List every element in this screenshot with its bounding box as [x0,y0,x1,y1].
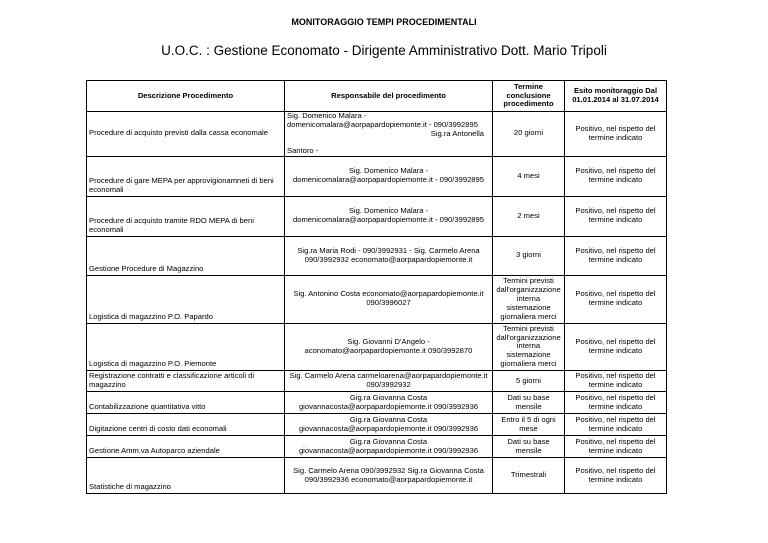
cell-responsabile: Gig.ra Giovanna Costa giovannacosta@aorpapardopiemonte.it 090/3992936 [285,414,493,436]
cell-responsabile: Sig.ra Maria Rodi - 090/3992931 - Sig. Carmelo Arena 090/3992932 economato@aorpapardopiemonte.it [285,236,493,275]
table-row [87,275,667,323]
table-row [87,196,667,236]
table-row [87,112,667,157]
cell-termine: Entro il 5 di ogni mese [493,414,565,436]
cell-responsabile: Sig. Domenico Malara - domenicomalara@aorpapardopiemonte.it - 090/3992895 [285,156,493,196]
table-row [87,156,667,196]
cell-esito: Positivo, nel rispetto del termine indicato [565,156,667,196]
cell-esito: Positivo, nel rispetto del termine indicato [565,414,667,436]
cell-descrizione: Digitazione centri di costo dati economali [87,414,285,436]
cell-esito: Positivo, nel rispetto del termine indicato [565,236,667,275]
cell-esito: Positivo, nel rispetto del termine indicato [565,196,667,236]
cell-responsabile: Sig. Antonino Costa economato@aorpapardopiemonte.it 090/3996027 [285,275,493,323]
cell-descrizione: Gestione Procedure di Magazzino [87,236,285,275]
cell-esito: Positivo, nel rispetto del termine indicato [565,458,667,494]
cell-esito: Positivo, nel rispetto del termine indicato [565,392,667,414]
resp-line: Sig. Domenico Malara - [287,111,367,120]
cell-descrizione: Contabilizzazione quantitativa vitto [87,392,285,414]
table-row [87,436,667,458]
table-header-row [87,81,667,112]
cell-esito: Positivo, nel rispetto del termine indicato [565,275,667,323]
cell-descrizione: Procedure di acquisto tramite RDO MEPA di beni economali [87,196,285,236]
cell-termine: 3 giorni [493,236,565,275]
cell-responsabile: Gig.ra Giovanna Costa giovannacosta@aorpapardopiemonte.it 090/3992936 [285,436,493,458]
cell-termine: 2 mesi [493,196,565,236]
cell-descrizione: Procedure di acquisto previsti dalla cassa economale [87,112,285,157]
resp-line: Sig.ra Antonella [430,128,484,138]
cell-responsabile: Gig.ra Giovanna Costa giovannacosta@aorpapardopiemonte.it 090/3992936 [285,392,493,414]
cell-responsabile: Sig. Domenico Malara - domenicomalara@aorpapardopiemonte.it - 090/3992895 [285,196,493,236]
table-row [87,392,667,414]
cell-termine: 4 mesi [493,156,565,196]
cell-termine: Termini previsti dall'organizzazione interna sistemazione giornaliera merci [493,323,565,371]
table-row [87,414,667,436]
cell-descrizione: Procedure di gare MEPA per approvigionamneti di beni economali [87,156,285,196]
cell-descrizione: Logistica di magazzino P.O. Piemonte [87,323,285,371]
resp-line: Santoro - [287,145,319,155]
cell-descrizione: Registrazione contratti e classificazione articoli di magazzino [87,371,285,392]
cell-termine: 20 giorni [493,112,565,157]
table-row [87,236,667,275]
cell-responsabile: Sig. Carmelo Arena carmeloarena@aorpapardopiemonte.it 090/3992932 [285,371,493,392]
document-subtitle: U.O.C. : Gestione Economato - Dirigente Amministrativo Dott. Mario Tripoli [161,43,607,58]
resp-line: domenicomalara@aorpapardopiemonte.it - 090/3992895 [287,119,478,129]
procedures-table [86,80,667,494]
header-responsabile: Responsabile del procedimento [285,81,493,112]
cell-descrizione: Gestione Amm.va Autoparco aziendale [87,436,285,458]
cell-descrizione: Logistica di magazzino P.O. Papardo [87,275,285,323]
cell-esito: Positivo, nel rispetto del termine indicato [565,371,667,392]
header-termine: Termine conclusione procedimento [493,81,565,112]
cell-termine: Dati su base mensile [493,436,565,458]
document-title: MONITORAGGIO TEMPI PROCEDIMENTALI [291,17,477,27]
cell-esito: Positivo, nel rispetto del termine indicato [565,436,667,458]
cell-termine: Dati su base mensile [493,392,565,414]
table-row [87,371,667,392]
cell-termine: Trimestrali [493,458,565,494]
header-esito: Esito monitoraggio Dal 01.01.2014 al 31.07.2014 [565,81,667,112]
table-row [87,323,667,371]
cell-termine: 5 giorni [493,371,565,392]
cell-esito: Positivo, nel rispetto del termine indicato [565,112,667,157]
cell-termine: Termini previsti dall'organizzazione interna sistemazione giornaliera merci [493,275,565,323]
header-descrizione: Descrizione Procedimento [87,81,285,112]
cell-responsabile: Sig. Carmelo Arena 090/3992932 Sig.ra Giovanna Costa 090/3992936 economato@aorpapardopiemonte.it [285,458,493,494]
cell-descrizione: Statistiche di magazzino [87,458,285,494]
cell-responsabile: Sig. Giovanni D'Angelo - aconomato@aorpapardopiemonte.it 090/3992870 [285,323,493,371]
cell-esito: Positivo, nel rispetto del termine indicato [565,323,667,371]
table-row [87,458,667,494]
cell-responsabile [285,112,493,157]
